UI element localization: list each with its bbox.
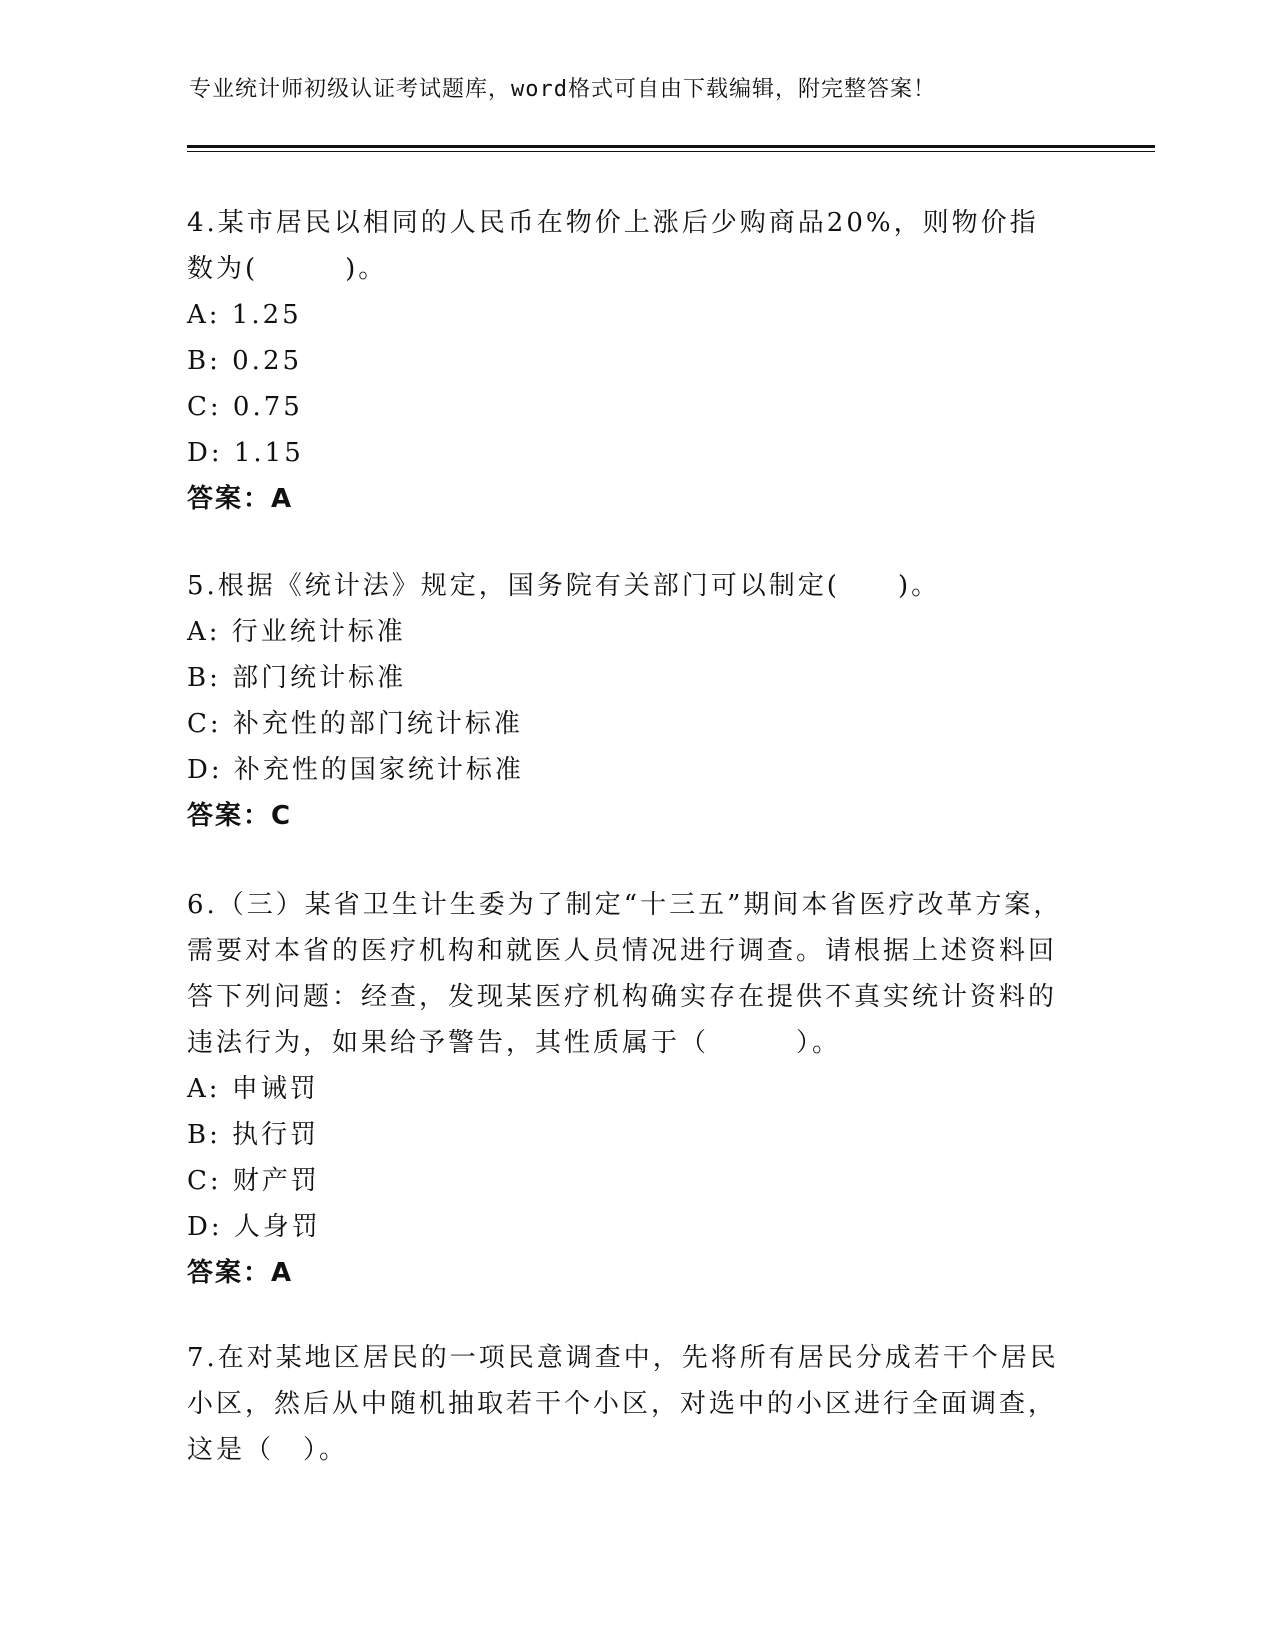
option-b: B: 0.25 [187, 346, 303, 376]
question-4 [187, 200, 1067, 522]
option-b: B: 部门统计标准 [187, 663, 407, 693]
option-a: A: 1.25 [187, 300, 302, 330]
option-b: B: 执行罚 [187, 1120, 320, 1150]
question-stem: 6.（三）某省卫生计生委为了制定“十三五”期间本省医疗改革方案，需要对本省的医疗机构和就医人员情况进行调查。请根据上述资料回答下列问题：经查，发现某医疗机构确实存在提供不真实统计资料的违法行为，如果给予警告，其性质属于（ ）。 [187, 890, 1063, 1058]
question-6 [187, 882, 1067, 1296]
question-7 [187, 1335, 1067, 1473]
question-stem: 7.在对某地区居民的一项民意调查中，先将所有居民分成若干个居民小区，然后从中随机抽取若干个小区，对选中的小区进行全面调查，这是（ ）。 [187, 1343, 1059, 1465]
option-c: C: 补充性的部门统计标准 [187, 709, 523, 739]
option-d: D: 1.15 [187, 438, 304, 468]
option-d: D: 补充性的国家统计标准 [187, 755, 524, 785]
question-stem: 4.某市居民以相同的人民币在物价上涨后少购商品20%，则物价指数为( )。 [187, 208, 1039, 284]
option-a: A: 行业统计标准 [187, 617, 406, 647]
question-5 [187, 563, 1067, 839]
answer-label: 答案：A [187, 484, 294, 514]
question-stem: 5.根据《统计法》规定，国务院有关部门可以制定( )。 [187, 571, 941, 601]
header-divider-thick [187, 145, 1155, 148]
option-d: D: 人身罚 [187, 1212, 321, 1242]
answer-label: 答案：A [187, 1258, 294, 1288]
header-divider-thin [187, 151, 1155, 152]
answer-label: 答案：C [187, 801, 293, 831]
option-c: C: 0.75 [187, 392, 303, 422]
option-c: C: 财产罚 [187, 1166, 320, 1196]
page-header: 专业统计师初级认证考试题库，word格式可自由下载编辑，附完整答案！ [189, 77, 936, 102]
option-a: A: 申诫罚 [187, 1074, 319, 1104]
